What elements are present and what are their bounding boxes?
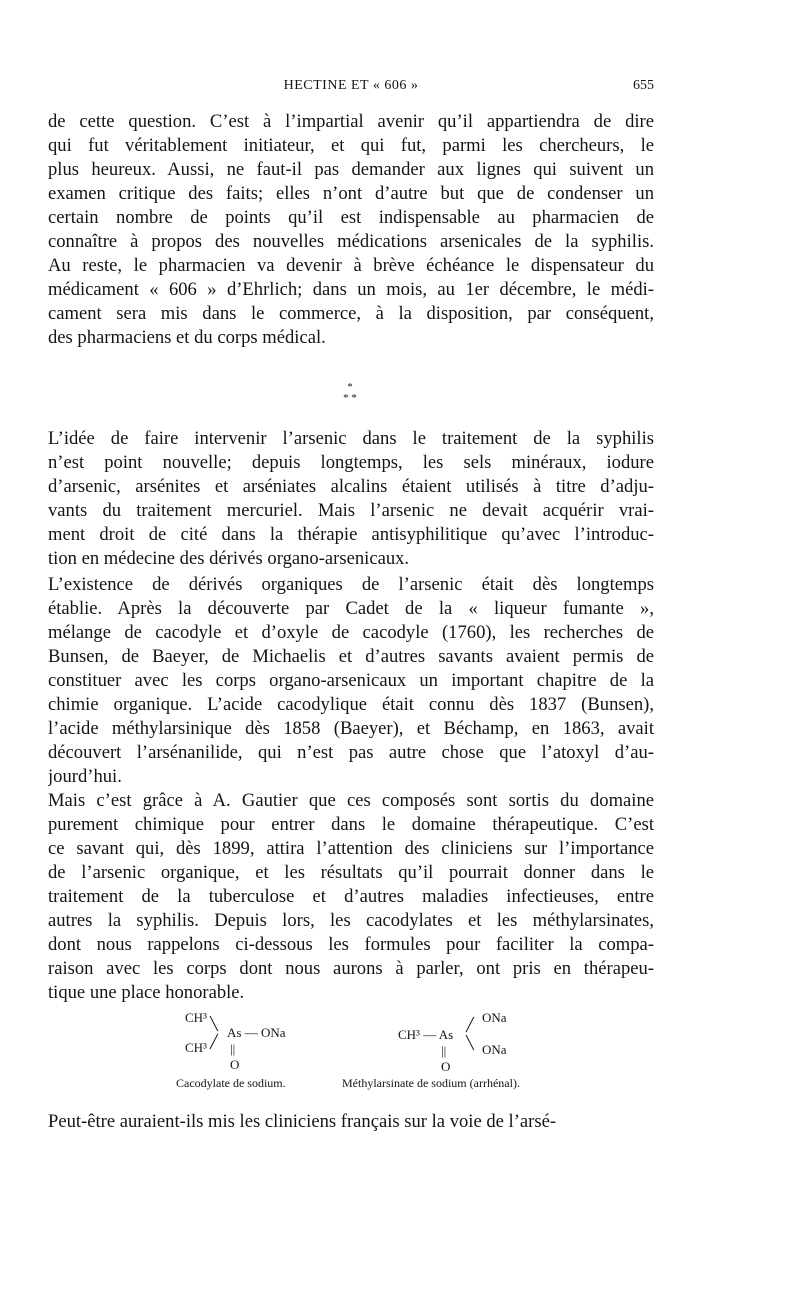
formula-ona-top: ONa: [482, 1010, 507, 1025]
text-line: des pharmaciens et du corps médical.: [48, 327, 326, 348]
text-line: dont nous rappelons ci-dessous les formules pour faciliter la compa-: [48, 934, 654, 955]
text-line: autres la syphilis. Depuis lors, les cacodylates et les méthylarsinates,: [48, 910, 654, 931]
formula-methyl-bottom: CH³: [185, 1040, 207, 1055]
formula-ona-bottom: ONa: [482, 1042, 507, 1057]
text-line: l’acide méthylarsinique dès 1858 (Baeyer), et Béchamp, en 1863, avait: [48, 718, 654, 739]
caption-methylarsinate: Méthylarsinate de sodium (arrhénal).: [342, 1076, 520, 1090]
paragraph-arsenic-history: [48, 427, 654, 571]
text-line: Peut-être auraient-ils mis les cliniciens français sur la voie de l’arsé-: [48, 1111, 557, 1132]
text-line: établie. Après la découverte par Cadet de la « liqueur fumante »,: [48, 598, 654, 619]
formula-oxygen: O: [441, 1059, 451, 1074]
formula-methyl-top: CH³: [185, 1010, 207, 1025]
formula-center: As — ONa: [227, 1025, 286, 1040]
text-line: L’existence de dérivés organiques de l’arsenic était dès longtemps: [48, 574, 654, 595]
text-line: jourd’hui.: [48, 766, 122, 787]
formula-double-bond: ||: [230, 1041, 236, 1056]
text-line: purement chimique pour entrer dans le domaine thérapeutique. C’est: [48, 814, 654, 835]
paragraph-intro: [48, 110, 654, 350]
text-line: découvert l’arsénanilide, qui n’est pas autre chose que l’atoxyl d’au-: [48, 742, 654, 763]
text-line: certain nombre de points qu’il est indispensable au pharmacien de: [48, 207, 654, 228]
text-line: ce savant qui, dès 1899, attira l’attention des cliniciens sur l’importance: [48, 838, 654, 859]
text-line: tique une place honorable.: [48, 982, 245, 1003]
section-break-asterism: [336, 382, 364, 410]
text-line: médicament « 606 » d’Ehrlich; dans un mois, au 1er décembre, le médi-: [48, 279, 654, 300]
dinkus-top: *: [347, 381, 353, 393]
formula-bond-upper: ╲: [210, 1016, 218, 1031]
text-line: d’arsenic, arsénites et arséniates alcalins étaient utilisés à titre d’adju-: [48, 476, 654, 497]
text-line: traitement de la tuberculose et d’autres maladies infectieuses, entre: [48, 886, 654, 907]
text-line: L’idée de faire intervenir l’arsenic dans le traitement de la syphilis: [48, 428, 654, 449]
formula-oxygen: O: [230, 1057, 240, 1072]
text-line: tion en médecine des dérivés organo-arsenicaux.: [48, 548, 410, 569]
dinkus-bottom: * *: [343, 392, 357, 404]
formula-bond-upper: ╱: [466, 1017, 474, 1032]
formula-bond-lower: ╲: [466, 1035, 474, 1050]
text-line: connaître à propos des nouvelles médications arsenicales de la syphilis.: [48, 231, 654, 252]
formula-bond-lower: ╱: [210, 1034, 218, 1049]
formula-methylarsinate: [398, 1010, 528, 1074]
text-line: ment droit de cité dans la thérapie antisyphilitique qu’avec l’introduc-: [48, 524, 654, 545]
paragraph-organic-derivatives: [48, 573, 654, 789]
text-line: qui fut véritablement initiateur, et qui fut, parmi les chercheurs, le: [48, 135, 654, 156]
text-line: de cette question. C’est à l’impartial avenir qu’il appartiendra de dire: [48, 111, 654, 132]
text-line: n’est point nouvelle; depuis longtemps, les sels minéraux, iodure: [48, 452, 654, 473]
formula-double-bond: ||: [441, 1043, 447, 1058]
page-number: 655: [633, 78, 654, 93]
text-line: de l’arsenic organique, et les résultats qu’il pourrait donner dans le: [48, 862, 654, 883]
formula-left: CH³ — As: [398, 1027, 454, 1042]
caption-cacodylate: Cacodylate de sodium.: [176, 1076, 286, 1090]
text-line: Au reste, le pharmacien va devenir à brève échéance le dispensateur du: [48, 255, 654, 276]
paragraph-gautier: [48, 789, 654, 1005]
text-line: Bunsen, de Baeyer, de Michaelis et d’autres savants avaient permis de: [48, 646, 654, 667]
text-line: plus heureux. Aussi, ne faut-il pas demander aux lignes qui suivent un: [48, 159, 654, 180]
text-line: raison avec les corps dont nous aurons à parler, ont pris en thérapeu-: [48, 958, 654, 979]
text-line: chimie organique. L’acide cacodylique était connu dès 1837 (Bunsen),: [48, 694, 654, 715]
running-title: HECTINE ET « 606 »: [283, 78, 419, 93]
text-line: vants du traitement mercuriel. Mais l’arsenic ne devait acquérir vrai-: [48, 500, 654, 521]
page-header: [48, 78, 654, 100]
text-line: examen critique des faits; elles n’ont d’autre but que de condenser un: [48, 183, 654, 204]
text-line: Mais c’est grâce à A. Gautier que ces composés sont sortis du domaine: [48, 790, 654, 811]
text-line: mélange de cacodyle et d’oxyle de cacodyle (1760), les recherches de: [48, 622, 654, 643]
paragraph-closing: [48, 1110, 654, 1134]
text-line: constituer avec les corps organo-arsenicaux un important chapitre de la: [48, 670, 654, 691]
text-line: cament sera mis dans le commerce, à la disposition, par conséquent,: [48, 303, 654, 324]
formula-cacodylate: [185, 1010, 315, 1074]
